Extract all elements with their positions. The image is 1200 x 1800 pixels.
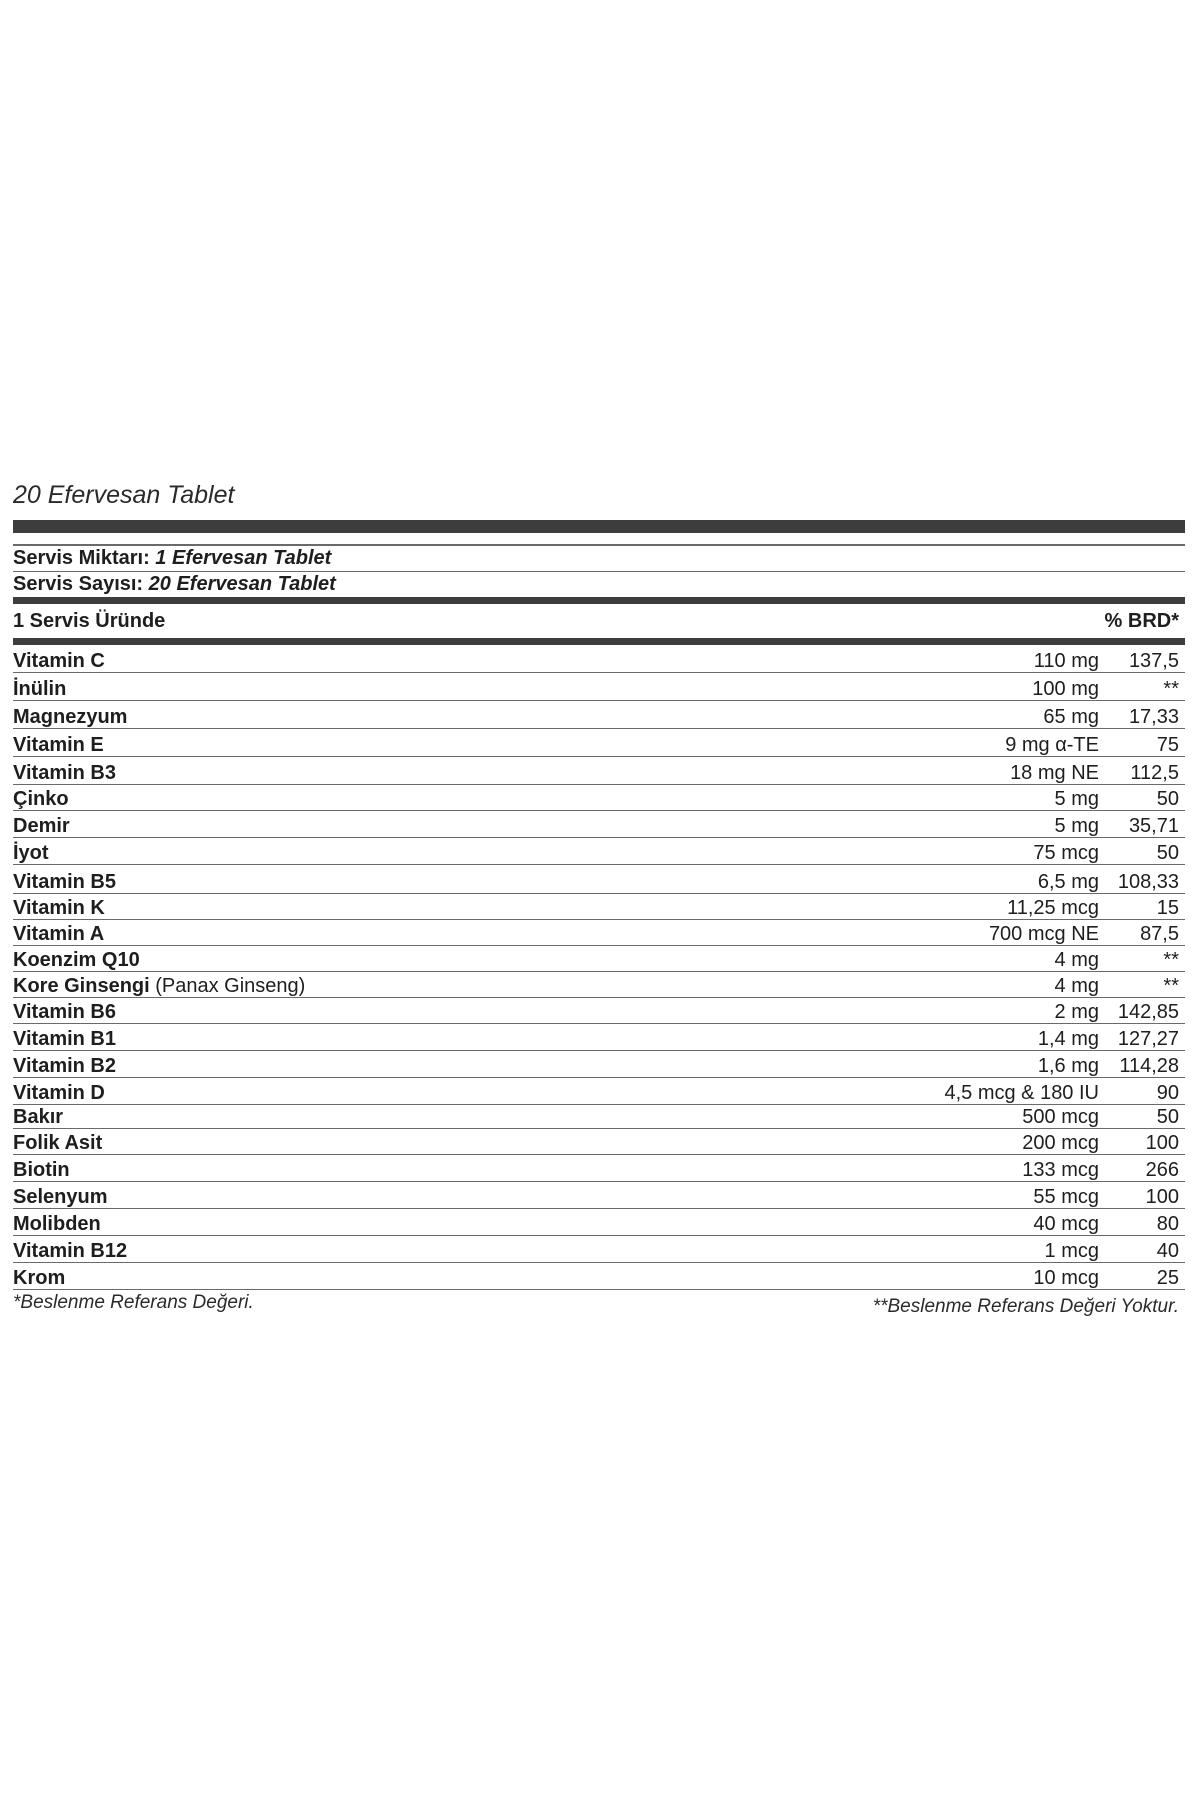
serving-size-label: Servis Miktarı: <box>13 547 150 569</box>
nutrient-brd-percent: 15 <box>1156 897 1179 919</box>
nutrient-brd-percent: 100 <box>1145 1132 1179 1154</box>
nutrient-amount: 200 mcg <box>1022 1132 1099 1154</box>
nutrient-row <box>13 1105 1185 1129</box>
nutrient-name-text: İnülin <box>13 678 67 700</box>
column-header <box>13 604 1185 638</box>
nutrient-row <box>13 1236 1185 1263</box>
nutrient-amount: 11,25 mcg <box>1007 897 1099 919</box>
nutrient-name <box>13 678 839 700</box>
nutrient-name-text: Demir <box>13 815 70 837</box>
nutrient-name <box>13 1082 839 1104</box>
footnote-no-brd: **Beslenme Referans Değeri Yoktur. <box>872 1296 1179 1317</box>
nutrient-amount: 1,6 mg <box>1037 1055 1099 1077</box>
nutrient-amount: 55 mcg <box>1033 1186 1099 1208</box>
serving-count-label: Servis Sayısı: <box>13 573 144 595</box>
nutrient-name <box>13 923 839 945</box>
nutrition-panel <box>13 478 1185 1318</box>
nutrient-brd-percent: 87,5 <box>1140 923 1179 945</box>
nutrient-amount: 4 mg <box>1054 949 1099 971</box>
nutrient-brd-percent: 40 <box>1156 1240 1179 1262</box>
nutrient-brd-percent: 50 <box>1156 1106 1179 1128</box>
nutrient-row <box>13 701 1185 729</box>
nutrient-name-text: Kore Ginsengi <box>13 975 150 997</box>
nutrient-brd-percent: 137,5 <box>1128 650 1179 672</box>
nutrient-name-text: Vitamin A <box>13 923 105 945</box>
nutrient-name-text: Koenzim Q10 <box>13 949 140 971</box>
column-header-right: % BRD* <box>1104 609 1179 632</box>
nutrient-row <box>13 865 1185 894</box>
nutrient-amount: 2 mg <box>1054 1001 1099 1023</box>
nutrient-brd-percent: ** <box>1163 975 1179 997</box>
nutrient-name-text: Vitamin B2 <box>13 1055 116 1077</box>
nutrient-name <box>13 1055 839 1077</box>
nutrient-table <box>13 645 1185 1290</box>
nutrient-name <box>13 762 839 784</box>
nutrient-name <box>13 1213 839 1235</box>
nutrient-brd-percent: 112,5 <box>1130 762 1179 784</box>
nutrient-name <box>13 1001 839 1023</box>
nutrient-amount: 5 mg <box>1054 815 1099 837</box>
nutrient-name <box>13 1106 839 1128</box>
nutrient-name <box>13 815 839 837</box>
nutrient-row <box>13 1051 1185 1078</box>
nutrient-name <box>13 897 839 919</box>
nutrient-name-text: Çinko <box>13 788 69 810</box>
footnotes <box>13 1292 1185 1318</box>
nutrient-amount: 1 mcg <box>1044 1240 1099 1262</box>
nutrient-name <box>13 734 839 756</box>
footnote-brd: *Beslenme Referans Değeri. <box>13 1292 254 1313</box>
nutrient-name-text: Vitamin D <box>13 1082 105 1104</box>
nutrient-brd-percent: ** <box>1163 678 1179 700</box>
nutrient-brd-percent: 25 <box>1156 1267 1179 1289</box>
nutrient-name <box>13 1240 839 1262</box>
nutrient-name <box>13 1159 839 1181</box>
nutrient-amount: 5 mg <box>1054 788 1099 810</box>
nutrient-amount: 100 mg <box>1032 678 1099 700</box>
nutrient-amount: 500 mcg <box>1022 1106 1099 1128</box>
nutrient-name-text: Vitamin B3 <box>13 762 116 784</box>
nutrient-row <box>13 785 1185 811</box>
nutrient-amount: 65 mg <box>1043 706 1099 728</box>
nutrient-amount: 18 mg NE <box>1010 762 1099 784</box>
nutrient-amount: 4 mg <box>1054 975 1099 997</box>
nutrient-row <box>13 811 1185 838</box>
nutrient-name <box>13 1186 839 1208</box>
nutrient-name-text: Biotin <box>13 1159 70 1181</box>
nutrient-name-text: Vitamin E <box>13 734 104 756</box>
nutrient-name-detail: (Panax Ginseng) <box>149 975 306 997</box>
nutrient-name <box>13 842 839 864</box>
nutrient-amount: 9 mg α-TE <box>1005 734 1099 756</box>
nutrient-row <box>13 998 1185 1024</box>
nutrient-brd-percent: 142,85 <box>1117 1001 1179 1023</box>
nutrient-amount: 75 mcg <box>1033 842 1099 864</box>
nutrient-name-text: Vitamin B6 <box>13 1001 116 1023</box>
nutrient-brd-percent: 35,71 <box>1128 815 1179 837</box>
nutrient-row <box>13 729 1185 757</box>
nutrient-row <box>13 1263 1185 1290</box>
nutrient-name-text: Bakır <box>13 1106 64 1128</box>
nutrient-row <box>13 1129 1185 1155</box>
nutrient-row <box>13 645 1185 673</box>
nutrient-amount: 10 mcg <box>1033 1267 1099 1289</box>
mid-bar <box>13 597 1185 604</box>
nutrient-brd-percent: 50 <box>1156 788 1179 810</box>
nutrient-brd-percent: 75 <box>1156 734 1179 756</box>
nutrient-brd-percent: 50 <box>1156 842 1179 864</box>
serving-count-value: 20 Efervesan Tablet <box>148 573 336 595</box>
nutrient-row <box>13 920 1185 946</box>
nutrient-brd-percent: 114,28 <box>1119 1055 1179 1077</box>
nutrient-name <box>13 1132 839 1154</box>
nutrient-amount: 133 mcg <box>1022 1159 1099 1181</box>
product-title: 20 Efervesan Tablet <box>13 481 235 509</box>
nutrient-name-text: Krom <box>13 1267 66 1289</box>
nutrient-name <box>13 788 839 810</box>
nutrient-name-text: Vitamin B1 <box>13 1028 116 1050</box>
nutrient-name-text: İyot <box>13 842 49 864</box>
top-bar <box>13 520 1185 533</box>
nutrient-row <box>13 838 1185 865</box>
serving-size <box>13 546 1185 571</box>
nutrient-brd-percent: 108,33 <box>1117 871 1179 893</box>
nutrient-brd-percent: 90 <box>1156 1082 1179 1104</box>
nutrient-name-text: Vitamin C <box>13 650 105 672</box>
nutrient-row <box>13 972 1185 998</box>
header-bar <box>13 638 1185 645</box>
nutrient-amount: 1,4 mg <box>1037 1028 1099 1050</box>
nutrient-row <box>13 1155 1185 1182</box>
nutrient-row <box>13 1024 1185 1051</box>
nutrient-name <box>13 706 839 728</box>
serving-count <box>13 572 1185 597</box>
nutrient-brd-percent: 127,27 <box>1117 1028 1179 1050</box>
nutrient-name <box>13 975 839 997</box>
nutrient-name-text: Vitamin B12 <box>13 1240 128 1262</box>
nutrient-name <box>13 1267 839 1289</box>
nutrient-brd-percent: 80 <box>1156 1213 1179 1235</box>
nutrient-row <box>13 757 1185 785</box>
nutrient-row <box>13 1209 1185 1236</box>
nutrient-name-text: Folik Asit <box>13 1132 103 1154</box>
nutrient-row <box>13 1078 1185 1105</box>
nutrient-row <box>13 946 1185 972</box>
nutrient-name-text: Molibden <box>13 1213 101 1235</box>
nutrient-amount: 40 mcg <box>1033 1213 1099 1235</box>
nutrient-row <box>13 894 1185 920</box>
nutrient-brd-percent: 266 <box>1145 1159 1179 1181</box>
nutrient-name-text: Magnezyum <box>13 706 128 728</box>
nutrient-amount: 6,5 mg <box>1037 871 1099 893</box>
nutrient-row <box>13 1182 1185 1209</box>
nutrient-name-text: Vitamin K <box>13 897 105 919</box>
nutrient-name-text: Selenyum <box>13 1186 108 1208</box>
nutrient-amount: 700 mcg NE <box>988 923 1099 945</box>
serving-size-value: 1 Efervesan Tablet <box>155 547 332 569</box>
nutrient-brd-percent: 17,33 <box>1128 706 1179 728</box>
column-header-left: 1 Servis Üründe <box>13 609 166 632</box>
nutrient-name-text: Vitamin B5 <box>13 871 116 893</box>
nutrient-name <box>13 1028 839 1050</box>
nutrient-amount: 4,5 mcg & 180 IU <box>944 1082 1099 1104</box>
nutrient-name <box>13 871 839 893</box>
nutrient-brd-percent: 100 <box>1145 1186 1179 1208</box>
nutrient-brd-percent: ** <box>1163 949 1179 971</box>
nutrient-name <box>13 650 839 672</box>
nutrient-row <box>13 673 1185 701</box>
nutrient-name <box>13 949 839 971</box>
nutrient-amount: 110 mg <box>1033 650 1099 672</box>
